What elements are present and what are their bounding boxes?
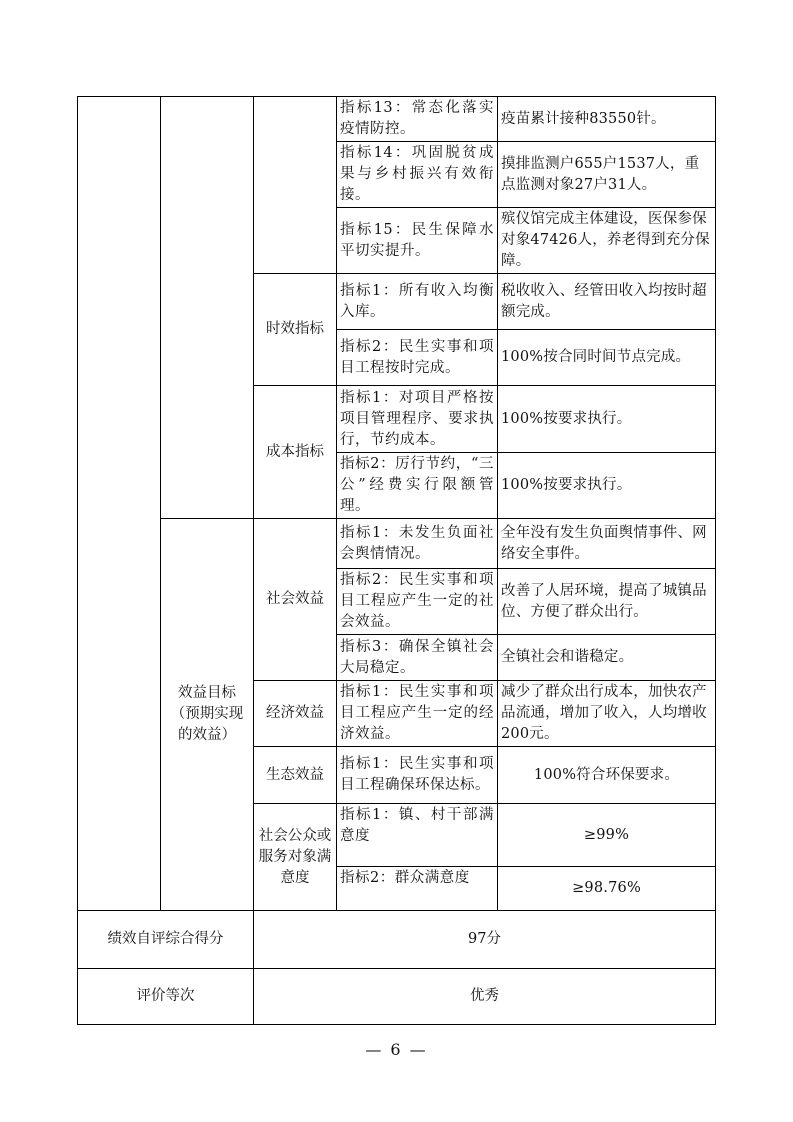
value-cell: 100%按要求执行。 (498, 453, 716, 519)
value-cell: 全年没有发生负面舆情事件、网络安全事件。 (498, 519, 716, 569)
third-level-cell (254, 97, 337, 274)
table-row (78, 519, 716, 569)
indicator-cell: 指标1：民生实事和项目工程确保环保达标。 (337, 747, 498, 804)
value-cell: 全镇社会和谐稳定。 (498, 635, 716, 681)
value-cell: 100%符合环保要求。 (498, 747, 716, 804)
indicator-cell: 指标1：镇、村干部满意度 (337, 804, 498, 867)
indicator-cell: 指标13：常态化落实疫情防控。 (337, 97, 498, 142)
value-cell: 改善了人居环境，提高了城镇品位、方便了群众出行。 (498, 569, 716, 635)
first-level-cell (78, 97, 161, 911)
indicator-cell: 指标2：民生实事和项目工程应产生一定的社会效益。 (337, 569, 498, 635)
category-label-social: 社会效益 (254, 519, 337, 681)
indicator-cell: 指标2：民生实事和项目工程按时完成。 (337, 330, 498, 386)
value-cell: 100%按合同时间节点完成。 (498, 330, 716, 386)
grade-label: 评价等次 (78, 969, 254, 1025)
table-row (78, 97, 716, 142)
value-cell: 100%按要求执行。 (498, 386, 716, 453)
category-label-timeliness: 时效指标 (254, 274, 337, 386)
grade-row (78, 969, 716, 1025)
value-cell: ≥99% (498, 804, 716, 867)
indicator-cell: 指标15：民生保障水平切实提升。 (337, 208, 498, 274)
indicator-cell: 指标2：厉行节约，“三公”经费实行限额管理。 (337, 453, 498, 519)
indicator-cell: 指标1：民生实事和项目工程应产生一定的经济效益。 (337, 681, 498, 747)
indicator-cell: 指标2：群众满意度 (337, 867, 498, 911)
value-cell: 殡仪馆完成主体建设，医保参保对象47426人，养老得到充分保障。 (498, 208, 716, 274)
indicator-cell: 指标14：巩固脱贫成果与乡村振兴有效衔接。 (337, 142, 498, 208)
category-label-economic: 经济效益 (254, 681, 337, 747)
indicator-cell: 指标1：对项目严格按项目管理程序、要求执行，节约成本。 (337, 386, 498, 453)
category-label-satisfaction: 社会公众或服务对象满意度 (254, 804, 337, 911)
score-label: 绩效自评综合得分 (78, 911, 254, 969)
category-label-cost: 成本指标 (254, 386, 337, 519)
indicator-cell: 指标1：未发生负面社会舆情情况。 (337, 519, 498, 569)
score-row (78, 911, 716, 969)
score-value: 97分 (254, 911, 716, 969)
indicator-cell: 指标3：确保全镇社会大局稳定。 (337, 635, 498, 681)
performance-table (77, 96, 716, 1025)
value-cell: 疫苗累计接种83550针。 (498, 97, 716, 142)
indicator-cell: 指标1：所有收入均衡入库。 (337, 274, 498, 330)
category-label-ecological: 生态效益 (254, 747, 337, 804)
value-cell: 摸排监测户655户1537人，重点监测对象27户31人。 (498, 142, 716, 208)
value-cell: ≥98.76% (498, 867, 716, 911)
value-cell: 税收收入、经管田收入均按时超额完成。 (498, 274, 716, 330)
grade-value: 优秀 (254, 969, 716, 1025)
page-number: — 6 — (365, 1040, 428, 1059)
benefit-target-label: 效益目标（预期实现的效益） (161, 519, 254, 911)
value-cell: 减少了群众出行成本，加快农产品流通，增加了收入，人均增收200元。 (498, 681, 716, 747)
second-level-cell (161, 97, 254, 519)
